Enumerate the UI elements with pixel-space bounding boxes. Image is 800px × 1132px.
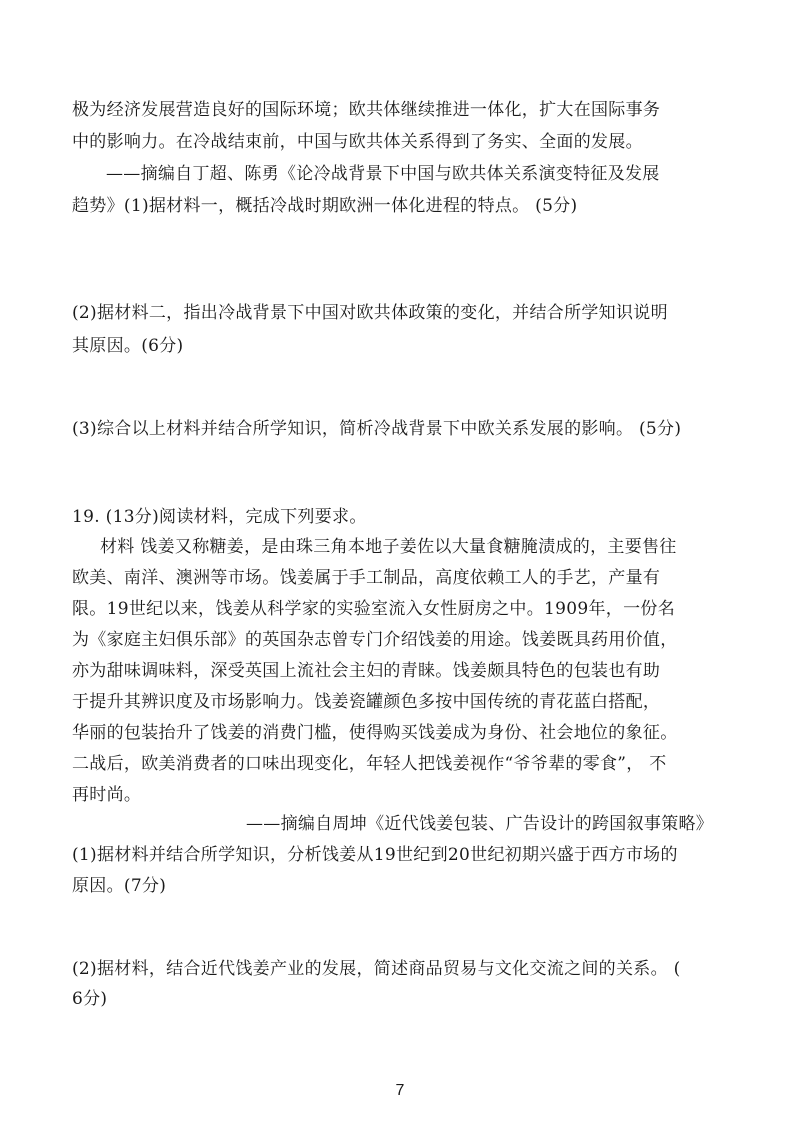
q19-material-line-4: 为《家庭主妇俱乐部》的英国杂志曾专门介绍饯姜的用途。饯姜既具药用价值， [72,630,678,650]
material-one-line-1: 极为经济发展营造良好的国际环境；欧共体继续推进一体化，扩大在国际事务 [72,100,661,120]
question-18-2-line-2: 其原因。(6分) [72,336,184,356]
question-18-3: (3)综合以上材料并结合所学知识，简析冷战背景下中欧关系发展的影响。 (5分) [72,419,682,439]
q19-material-line-5: 亦为甜味调味料，深受英国上流社会主妇的青睐。饯姜颇具特色的包装也有助 [72,661,661,681]
material-one-line-2: 中的影响力。在冷战结束前，中国与欧共体关系得到了务实、全面的发展。 [72,132,643,152]
q19-material-line-2: 欧美、南洋、澳洲等市场。饯姜属于手工制品，高度依赖工人的手艺，产量有 [72,568,661,588]
question-19-1-line-2: 原因。(7分) [72,876,167,896]
q19-material-line-1: 材料 饯姜又称糖姜，是由珠三角本地子姜佐以大量食糖腌渍成的，主要售往 [100,537,677,557]
question-19-2-line-1: (2)据材料，结合近代饯姜产业的发展，简述商品贸易与文化交流之间的关系。 ( [72,959,681,979]
page-number: 7 [395,1082,405,1099]
q19-material-line-7: 华丽的包装抬升了饯姜的消费门槛，使得购买饯姜成为身份、社会地位的象征。 [72,723,678,743]
q19-material-line-9: 再时尚。 [72,785,142,805]
q19-material-line-8: 二战后，欧美消费者的口味出现变化，年轻人把饯姜视作“爷爷辈的零食”， 不 [72,754,667,774]
question-18-1: 趋势》(1)据材料一，概括冷战时期欧洲一体化进程的特点。 (5分) [72,196,578,216]
question-19-1-line-1: (1)据材料并结合所学知识，分析饯姜从19世纪到20世纪初期兴盛于西方市场的 [72,845,678,865]
q19-material-line-6: 于提升其辨识度及市场影响力。饯姜瓷罐颜色多按中国传统的青花蓝白搭配， [72,692,661,712]
material-one-citation: ——摘编自丁超、陈勇《论冷战背景下中国与欧共体关系演变特征及发展 [106,164,660,184]
q19-material-line-3: 限。19世纪以来，饯姜从科学家的实验室流入女性厨房之中。1909年，一份名 [72,599,675,619]
question-18-2-line-1: (2)据材料二，指出冷战背景下中国对欧共体政策的变化，并结合所学知识说明 [72,303,668,323]
q19-citation: ——摘编自周坤《近代饯姜包装、广告设计的跨国叙事策略》 [246,814,714,834]
question-19-header: 19. (13分)阅读材料，完成下列要求。 [72,507,367,527]
question-19-2-line-2: 6分) [72,989,108,1009]
